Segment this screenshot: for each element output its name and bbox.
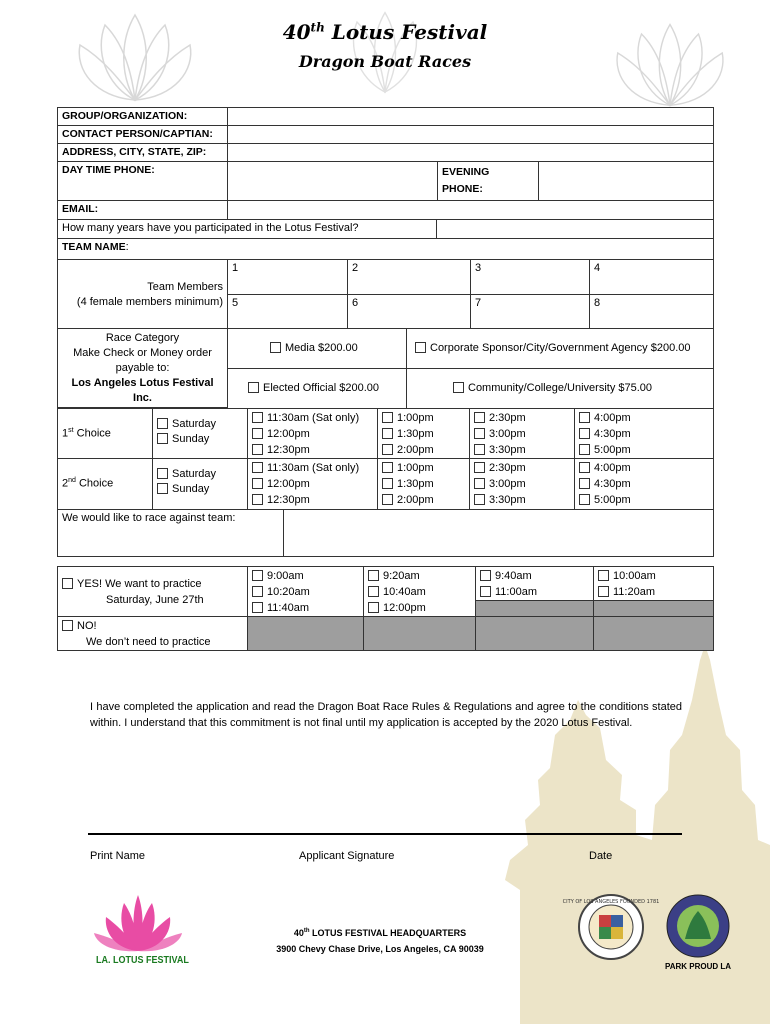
time-checkbox[interactable] [252,586,263,597]
first-saturday-checkbox[interactable] [157,418,168,429]
la-lotus-festival-logo-text: LA. LOTUS FESTIVAL [96,955,189,966]
time-checkbox[interactable] [579,444,590,455]
group-label-cell: GROUP/ORGANIZATION: [57,107,228,126]
race-against-field[interactable] [283,509,714,557]
first-times-col4: 4:00pm 4:30pm 5:00pm [574,408,714,459]
park-proud-la-text: PARK PROUD LA [665,962,732,971]
page-title: 40th Lotus Festival [282,20,488,44]
time-checkbox[interactable] [382,478,393,489]
first-choice-label-cell: 1st Choice [57,408,153,459]
address-field[interactable] [227,143,714,162]
time-checkbox[interactable] [252,412,263,423]
practice-col2: 9:20am 10:40am 12:00pm [363,566,476,617]
first-sunday-checkbox[interactable] [157,433,168,444]
practice-yes-cell: YES! We want to practice Saturday, June 27th [57,566,248,617]
time-checkbox[interactable] [579,478,590,489]
time-checkbox[interactable] [382,462,393,473]
time-checkbox[interactable] [474,444,485,455]
time-checkbox[interactable] [579,494,590,505]
team-name-cell[interactable]: TEAM NAME: [57,238,714,260]
time-checkbox[interactable] [382,494,393,505]
practice-no-blank-3 [475,616,594,651]
time-checkbox[interactable] [474,494,485,505]
signature-line [88,833,682,835]
print-name-label: Print Name [90,850,146,862]
first-times-col2: 1:00pm 1:30pm 2:00pm [377,408,470,459]
second-sunday-checkbox[interactable] [157,483,168,494]
time-checkbox[interactable] [480,570,491,581]
city-of-los-angeles-seal [562,893,660,961]
first-times-col3: 2:30pm 3:00pm 3:30pm [469,408,575,459]
member-field-5[interactable]: 5 [227,294,348,329]
second-times-col2: 1:00pm 1:30pm 2:00pm [377,458,470,510]
address-label-cell: ADDRESS, CITY, STATE, ZIP: [57,143,228,162]
member-field-4[interactable]: 4 [589,259,714,295]
time-checkbox[interactable] [252,428,263,439]
race-against-label-cell: We would like to race against team: [57,509,284,557]
email-field[interactable] [227,200,714,220]
practice-col3: 9:40am 11:00am [475,566,594,601]
first-times-col1: 11:30am (Sat only) 12:00pm 12:30pm [247,408,378,459]
seal-text: CITY OF LOS ANGELES FOUNDED 1781 [562,899,660,905]
media-option-cell[interactable]: Media $200.00 [227,328,407,369]
agreement-statement: I have completed the application and read the Dragon Boat Race Rules & Regulations and agree to the conditions stated within. I understand that this commitment is not final until my application is accepted by the 2020 Lotus Festival. [90,701,682,729]
practice-col4: 10:00am 11:20am [593,566,714,601]
email-label-cell: EMAIL: [57,200,228,220]
evening-phone-field[interactable] [538,161,714,201]
years-field[interactable] [436,219,714,239]
time-checkbox[interactable] [579,428,590,439]
time-checkbox[interactable] [252,570,263,581]
practice-no-blank-4 [593,616,714,651]
time-checkbox[interactable] [579,462,590,473]
second-choice-day-cell: Saturday Sunday [152,458,248,510]
time-checkbox[interactable] [252,462,263,473]
time-checkbox[interactable] [474,428,485,439]
years-question-cell: How many years have you participated in the Lotus Festival? [57,219,437,239]
elected-checkbox[interactable] [248,382,259,393]
corporate-option-cell[interactable]: Corporate Sponsor/City/Government Agency $200.00 [406,328,714,369]
member-field-1[interactable]: 1 [227,259,348,295]
corporate-checkbox[interactable] [415,342,426,353]
member-field-7[interactable]: 7 [470,294,590,329]
community-option-cell[interactable]: Community/College/University $75.00 [406,368,714,409]
time-checkbox[interactable] [382,444,393,455]
time-checkbox[interactable] [252,444,263,455]
time-checkbox[interactable] [368,570,379,581]
la-lotus-festival-logo [92,893,184,953]
practice-no-cell: NO! We don’t need to practice [57,616,248,651]
lotus-outline-center-icon [315,0,455,100]
first-choice-day-cell: Saturday Sunday [152,408,248,459]
elected-option-cell[interactable]: Elected Official $200.00 [227,368,407,409]
time-checkbox[interactable] [474,462,485,473]
page-subtitle: Dragon Boat Races [298,52,472,71]
time-checkbox[interactable] [382,428,393,439]
time-checkbox[interactable] [382,412,393,423]
race-category-label-cell: Race Category Make Check or Money order payable to: Los Angeles Lotus Festival Inc. [57,328,228,408]
time-checkbox[interactable] [368,586,379,597]
community-checkbox[interactable] [453,382,464,393]
media-checkbox[interactable] [270,342,281,353]
practice-col4-blank [593,600,714,617]
member-field-8[interactable]: 8 [589,294,714,329]
contact-field[interactable] [227,125,714,144]
practice-col1: 9:00am 10:20am 11:40am [247,566,364,617]
time-checkbox[interactable] [598,586,609,597]
time-checkbox[interactable] [579,412,590,423]
evening-phone-label-cell: EVENING PHONE: [437,161,539,201]
day-phone-field[interactable] [227,161,438,201]
hq-address: 3900 Chevy Chase Drive, Los Angeles, CA 90039 [276,944,484,954]
date-label: Date [589,850,613,862]
member-field-2[interactable]: 2 [347,259,471,295]
practice-no-blank-2 [363,616,476,651]
second-times-col1: 11:30am (Sat only) 12:00pm 12:30pm [247,458,378,510]
hq-title: 40th LOTUS FESTIVAL HEADQUARTERS [293,928,467,938]
second-saturday-checkbox[interactable] [157,468,168,479]
practice-no-checkbox[interactable] [62,620,73,631]
day-phone-label-cell: DAY TIME PHONE: [57,161,228,201]
practice-no-blank-1 [247,616,364,651]
team-members-label-cell: Team Members (4 female members minimum) [57,259,228,329]
park-proud-la-logo [665,893,731,959]
member-field-6[interactable]: 6 [347,294,471,329]
contact-label-cell: CONTACT PERSON/CAPTIAN: [57,125,228,144]
time-checkbox[interactable] [368,602,379,613]
time-checkbox[interactable] [598,570,609,581]
group-field[interactable] [227,107,714,126]
time-checkbox[interactable] [474,412,485,423]
second-times-col4: 4:00pm 4:30pm 5:00pm [574,458,714,510]
time-checkbox[interactable] [252,602,263,613]
time-checkbox[interactable] [252,478,263,489]
time-checkbox[interactable] [252,494,263,505]
practice-col3-blank [475,600,594,617]
second-times-col3: 2:30pm 3:00pm 3:30pm [469,458,575,510]
member-field-3[interactable]: 3 [470,259,590,295]
time-checkbox[interactable] [474,478,485,489]
practice-yes-checkbox[interactable] [62,578,73,589]
applicant-signature-label: Applicant Signature [299,850,395,862]
second-choice-label-cell: 2nd Choice [57,458,153,510]
time-checkbox[interactable] [480,586,491,597]
